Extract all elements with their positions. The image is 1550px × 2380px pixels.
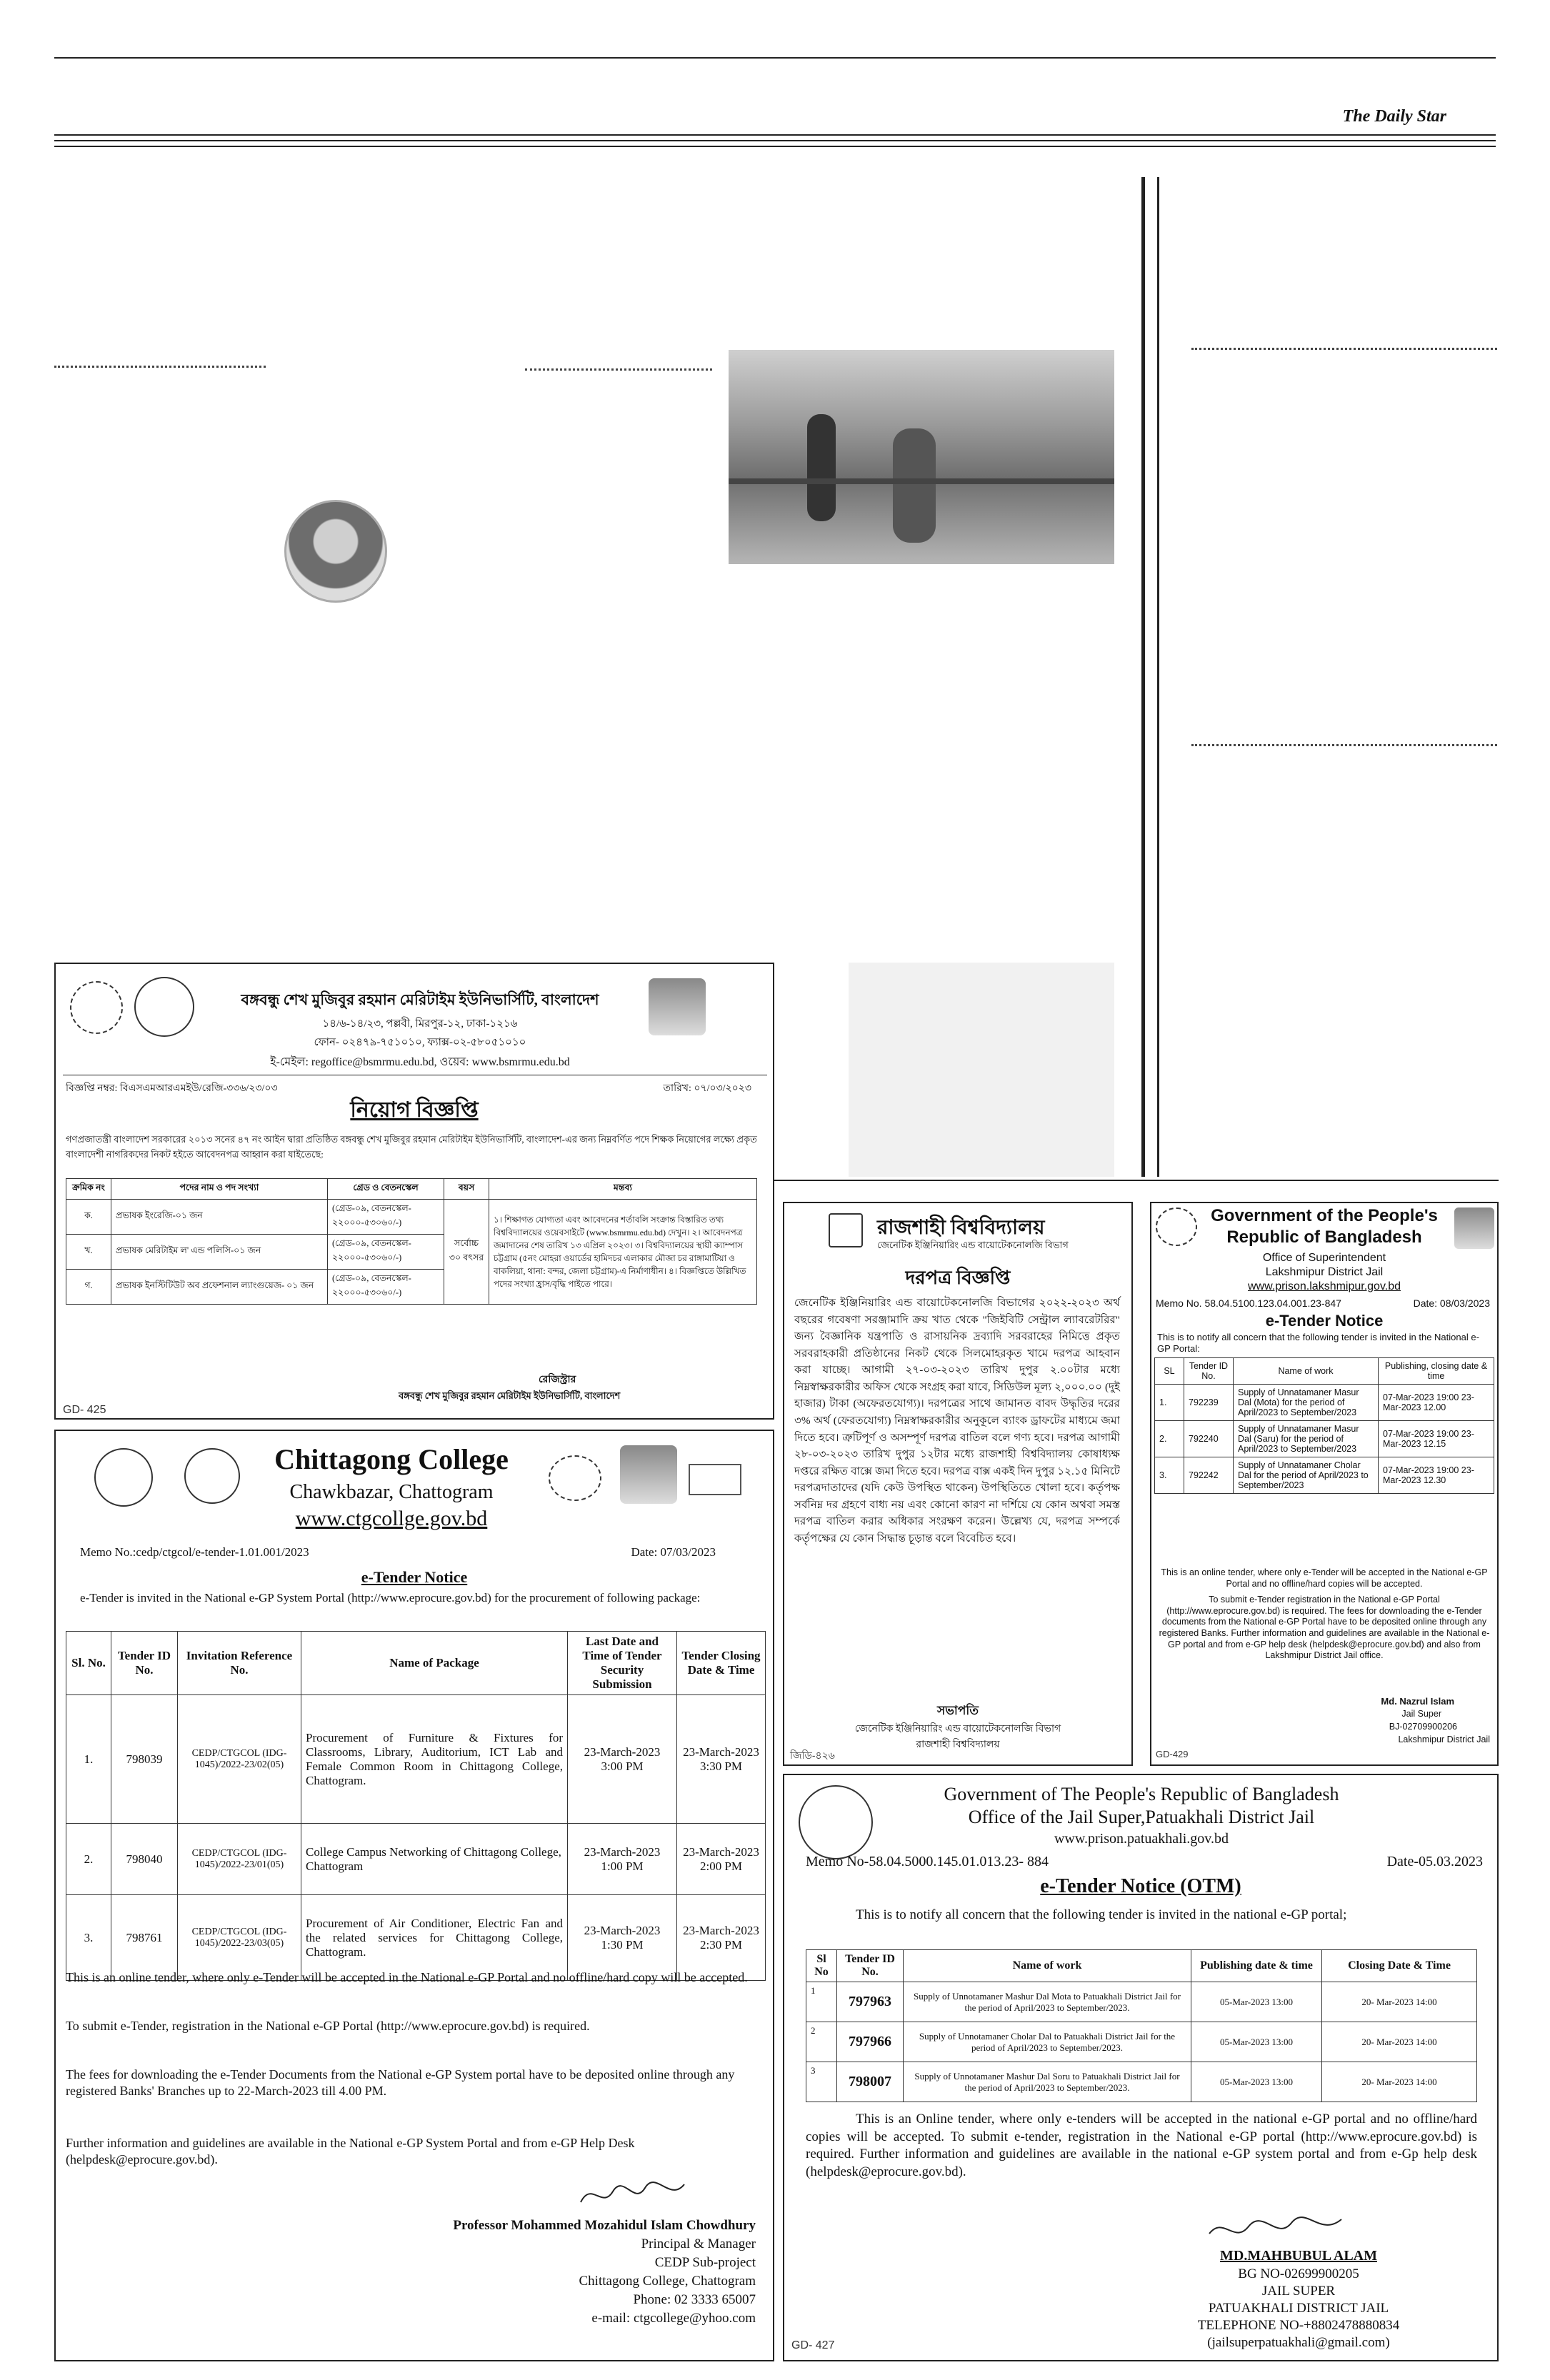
notice-title: e-Tender Notice (OTM): [1040, 1875, 1241, 1897]
ad-bsmrmu: [54, 963, 774, 1420]
table-row: 2. 798040 CEDP/CTGCOL (IDG-1045)/2022-23/01(05) College Campus Networking of Chittagong College, Chattogram 23-March-2023 1:00 PM 23-March-2023 2:00 PM: [66, 1824, 766, 1895]
anniversary-logo-icon: [549, 1455, 601, 1501]
table-header: Invitation Reference No.: [178, 1632, 301, 1695]
signer-line: Phone: 02 3333 65007: [633, 2292, 756, 2307]
ad-rajshahi-university: [783, 1202, 1133, 1766]
table-header: পদের নাম ও পদ সংখ্যা: [111, 1179, 328, 1200]
office: Office of Superintendent: [1262, 1252, 1386, 1264]
college-name: Chittagong College: [274, 1443, 509, 1475]
table-header: SL: [1155, 1358, 1184, 1385]
gd-number: GD- 425: [63, 1404, 106, 1416]
signer-title: সভাপতি: [937, 1704, 979, 1717]
college-crest-icon: [94, 1448, 153, 1507]
vertical-rule: [1141, 177, 1145, 1177]
age-limit: সর্বোচ্চ ৩০ বৎসর: [444, 1200, 489, 1305]
paragraph: This is an online tender, where only e-Tender will be accepted in the National e-GP Portal and no offline/hard copies will be accepted.: [1161, 1567, 1488, 1589]
memo-date: Date: 07/03/2023: [631, 1545, 716, 1559]
signer-line: Jail Super: [1401, 1709, 1441, 1719]
table-header: Tender ID No.: [837, 1950, 904, 1982]
table-row: 3. 798761 CEDP/CTGCOL (IDG-1045)/2022-23/03(05) Procurement of Air Conditioner, Electric Fan and the related services for Chittagong College, Chattogram. 23-March-2023 1:30 PM 23-March-2023 2:30 PM: [66, 1895, 766, 1981]
masthead-brand: The Daily Star: [1342, 107, 1446, 126]
masthead-rule-1: [54, 134, 1496, 136]
notice-intro: গণপ্রজাতন্ত্রী বাংলাদেশ সরকারের ২০১৩ সনের ৪৭ নং আইন দ্বারা প্রতিষ্ঠিত বঙ্গবন্ধু শেখ মুজিবুর রহমান মেরিটাইম ইউনিভার্সিটি, বাংলাদেশ-এর জন্য নিম্নবর্ণিত পদে শিক্ষক নিয়োগের লক্ষ্যে প্রকৃত বাংলাদেশী নাগরিকদের নিকট হইতে আবেদনপত্র আহ্বান করা যাইতেছে:: [66, 1134, 757, 1160]
table-row: 1 797963 Supply of Unnotamaner Mashur Dal Mota to Patuakhali District Jail for the period of April/2023 to September/2023. 05-Mar-2023 13:00 20- Mar-2023 14:00: [806, 1982, 1477, 2022]
paragraph: To submit e-Tender, registration in the National e-GP Portal (http://www.eprocure.gov.bd) is required.: [66, 2019, 590, 2033]
ad-chittagong-college: [54, 1430, 774, 2361]
table-row: 3. 792242 Supply of Unnatamaner Cholar Dal for the period of April/2023 to September/2023 07-Mar-2023 19:00 23-Mar-2023 12.30: [1155, 1457, 1494, 1494]
portrait-icon: [1454, 1207, 1494, 1249]
news-photo: [729, 350, 1114, 564]
column-divider: [525, 368, 712, 371]
notice-title: নিয়োগ বিজ্ঞপ্তি: [350, 1098, 479, 1122]
portrait-icon: [620, 1445, 677, 1504]
table-header: Publishing date & time: [1191, 1950, 1322, 1982]
column-divider: [1191, 348, 1497, 350]
signer-name: Md. Nazrul Islam: [1381, 1696, 1454, 1707]
table-header: Publishing, closing date & time: [1379, 1358, 1494, 1385]
signer-line: Principal & Manager: [641, 2236, 756, 2251]
column-divider: [54, 366, 266, 368]
org-name: বঙ্গবন্ধু শেখ মুজিবুর রহমান মেরিটাইম ইউনিভার্সিটি, বাংলাদেশ: [241, 991, 599, 1008]
top-rule: [54, 57, 1496, 59]
signer-line: (jailsuperpatuakhali@gmail.com): [1207, 2335, 1390, 2350]
notice-intro: e-Tender is invited in the National e-GP System Portal (http://www.eprocure.gov.bd) for the procurement of following package:: [80, 1591, 701, 1605]
table-header: মন্তব্য: [489, 1179, 757, 1200]
table-row: 1. 792239 Supply of Unnatamaner Masur Dal (Mota) for the period of April/2023 to September/2023 07-Mar-2023 19:00 23-Mar-2023 12.00: [1155, 1385, 1494, 1421]
memo-no: Memo No. 58.04.5100.123.04.001.23-847: [1156, 1297, 1341, 1309]
table-header: Sl. No.: [66, 1632, 111, 1695]
table-row: 3 798007 Supply of Unnotamaner Mashur Dal Soru to Patuakhali District Jail for the period of April/2023 to September/2023. 05-Mar-2023 13:00 20- Mar-2023 14:00: [806, 2062, 1477, 2102]
signer-name: Professor Mohammed Mozahidul Islam Chowdhury: [453, 2218, 756, 2233]
org-address: ১৪/৬-১৪/২৩, পল্লবী, মিরপুর-১২, ঢাকা-১২১৬: [322, 1018, 518, 1030]
logo-icon: [70, 981, 123, 1034]
notice-title: দরপত্র বিজ্ঞপ্তি: [905, 1267, 1011, 1288]
tender-table: [806, 1949, 1477, 2102]
signer-org: বঙ্গবন্ধু শেখ মুজিবুর রহমান মেরিটাইম ইউনিভার্সিটি, বাংলাদেশ: [399, 1390, 621, 1401]
table-header: Tender ID No.: [1184, 1358, 1234, 1385]
table-header: Tender Closing Date & Time: [677, 1632, 766, 1695]
university-name: রাজশাহী বিশ্ববিদ্যালয়: [877, 1217, 1045, 1239]
signer-line: CEDP Sub-project: [654, 2255, 756, 2270]
table-header: বয়স: [444, 1179, 489, 1200]
remarks: ১। শিক্ষাগত যোগ্যতা এবং আবেদনের শর্তাবলি সংক্রান্ত বিস্তারিত তথ্য বিশ্ববিদ্যালয়ের ওয়েবসাইটে (www.bsmrmu.edu.bd) দেখুন। ২। আবেদনপত্র জমাদানের শেষ তারিখ ১৩ এপ্রিল ২০২৩। ৩। বিশ্ববিদ্যালয়ের স্থায়ী ক্যাম্পাস চট্টগ্রাম (৫নং মোহরা ওয়ার্ডের হামিদচর এলাকার মৌজা চর রাঙ্গামাটিয়া ও বাকলিয়া, থানা: বন্দর, জেলা চট্টগ্রাম)-এ নির্মাণাধীন। ৪। বিজ্ঞপ্তিতে উল্লিখিত পদের সংখ্যা হ্রাস/বৃদ্ধি পাইতে পারে।: [489, 1200, 757, 1305]
signer-line: TELEPHONE NO-+8802478880834: [1197, 2318, 1400, 2333]
signer-line: BG NO-02699900205: [1238, 2266, 1359, 2281]
govt-line1: Government of the People's: [1211, 1206, 1438, 1225]
mujib-logo-icon: [689, 1464, 741, 1495]
signer-line: JAIL SUPER: [1261, 2284, 1336, 2299]
memo-no: Memo No-58.04.5000.145.01.013.23- 884: [806, 1854, 1049, 1869]
posts-table: [66, 1178, 757, 1305]
ad-patuakhali-jail: [783, 1774, 1499, 2361]
college-place: Chawkbazar, Chattogram: [289, 1481, 494, 1503]
signer-line: PATUAKHALI DISTRICT JAIL: [1208, 2301, 1389, 2316]
signer-title: রেজিস্ট্রার: [539, 1375, 576, 1385]
table-header: Sl No: [806, 1950, 837, 1982]
paragraph: Further information and guidelines are available in the National e-GP System Portal and from e-GP Help Desk (helpdesk@eprocure.gov.bd).: [66, 2136, 635, 2167]
cedp-logo-icon: [184, 1448, 240, 1504]
tender-table: [1154, 1357, 1494, 1494]
paragraph: To submit e-Tender registration in the National e-GP Portal (http://www.eprocure.gov.bd) is required. The fees for downloading the e-Tender documents from the National e-GP Portal have to be deposited online through any registered Banks. Further information and guidelines are available in the National e-GP portal and from e-GP help desk (helpdesk@eprocure.gov.bd) and also from Lakshmipur District Jail office.: [1159, 1595, 1490, 1661]
govt-line2: Office of the Jail Super,Patuakhali District Jail: [968, 1807, 1315, 1827]
signer-line: Chittagong College, Chattogram: [579, 2274, 756, 2289]
portrait-icon: [649, 978, 706, 1035]
signer-name: MD.MAHBUBUL ALAM: [1220, 2248, 1377, 2264]
ad-placeholder: [849, 963, 1114, 1177]
table-row: গ. প্রভাষক ইনস্টিটিউট অব প্রফেশনাল ল্যাংগুয়েজ- ০১ জন (গ্রেড-০৯, বেতনস্কেল- ২২০০০-৫৩০৬০/-): [66, 1270, 757, 1305]
section-rule: [773, 1180, 1499, 1181]
university-crest-icon: [829, 1213, 863, 1247]
memo-no: Memo No.:cedp/ctgcol/e-tender-1.01.001/2023: [80, 1545, 309, 1559]
signer-line: BJ-02709900206: [1389, 1722, 1457, 1732]
signer-line: e-mail: ctgcollege@yhoo.com: [591, 2311, 756, 2326]
memo-date: Date: 08/03/2023: [1413, 1297, 1490, 1309]
notice-body: জেনেটিক ইঞ্জিনিয়ারিং এন্ড বায়োটেকনোলজি বিভাগের ২০২২-২০২৩ অর্থ বছরের গবেষণা সরঞ্জামাদি ক্রয় খাত থেকে "জিইবিটি সেন্ট্রাল ল্যাবরেটরির" জন্য বৈজ্ঞানিক যন্ত্রপাতি ও রাসায়নিক দ্রব্যাদি সরবরাহের নিমিত্তে প্রকৃত সরবরাহকারী প্রতিষ্ঠানের নিকট থেকে সিলমোহরকৃত খামে দরপত্র আহবান করা যাচ্ছে। আগামী ২৭-০৩-২০২৩ তারিখ দুপুর ২.০০টার মধ্যে নিম্নস্বাক্ষরকারীর অফিস থেকে সংগ্রহ করা যাবে, সিডিউল মূল্য ২,০০০.০০ (দুই হাজার) টাকা (অফেরতযোগ্য)। দরপত্রের সাথে জামানত বাবদ উদ্ধৃতির দরের ৩% অর্থ (ফেরতযোগ্য) নিম্নস্বাক্ষরকারীর অনুকূলে ব্যাংক ড্রাফটের মাধ্যমে জমা দিতে হবে। ত্রুটিপূর্ণ ও অসম্পূর্ণ দরপত্র বাতিল বলে গণ্য হবে। দরপত্র আগামী ২৮-০৩-২০২৩ তারিখ দুপুর ১২টার মধ্যে রাজশাহী বিশ্ববিদ্যালয় কোষাধ্যক্ষ দপ্তরে রক্ষিত বাক্সে জমা দিতে হবে। দরপত্র বাক্স একই দিন দুপুর ১২.১৫ মিনিটে দরপত্রদাতাদের (যদি কেউ উপস্থিত থাকেন) উপস্থিতিতে খোলা হবে। কর্তৃপক্ষ সর্বনিম্ন দর গ্রহণে বাধ্য নয় এবং কোনো কারণ না দর্শিয়ে যে কোন অথবা সমস্ত দরপত্র বাতিল করার অধিকার সংরক্ষণ করেন। উল্লেখ্য যে, দরপত্র সম্পর্কে কর্তৃপক্ষের যে কোন সিদ্ধান্ত চূড়ান্ত বলে বিবেচিত হবে।: [794, 1297, 1120, 1545]
website: www.prison.lakshmipur.gov.bd: [1247, 1280, 1401, 1292]
table-row: খ. প্রভাষক মেরিটাইম ল' এন্ড পলিসি-০১ জন (গ্রেড-০৯, বেতনস্কেল- ২২০০০-৫৩০৬০/-): [66, 1235, 757, 1270]
table-header: Name of Package: [301, 1632, 568, 1695]
notice-title: e-Tender Notice: [361, 1568, 468, 1586]
memo-date: তারিখ: ০৭/০৩/২০২৩: [663, 1083, 751, 1094]
org-email: ই-মেইল: regoffice@bsmrmu.edu.bd, ওয়েব: www.bsmrmu.edu.bd: [270, 1056, 570, 1068]
notice-intro: This is to notify all concern that the following tender is invited in the national e-GP portal;: [856, 1907, 1347, 1922]
paragraph: The fees for downloading the e-Tender Documents from the National e-GP System portal have to be deposited online through any registered Banks' Branches up to 22-March-2023 till 4.00 PM.: [66, 2067, 735, 2099]
table-row: 2 797966 Supply of Unnotamaner Cholar Dal to Patuakhali District Jail for the period of April/2023 to September/2023. 05-Mar-2023 13:00 20- Mar-2023 14:00: [806, 2022, 1477, 2062]
website: www.prison.patuakhali.gov.bd: [1054, 1831, 1229, 1847]
vertical-rule: [1157, 177, 1159, 1177]
org-phone: ফোন- ০২৪৭৯-৭৫১০১০, ফ্যাক্স-০২-৫৮০৫১০১০: [314, 1037, 526, 1048]
signature-icon: [1206, 2212, 1349, 2248]
column-divider: [1191, 744, 1497, 746]
table-row: ক. প্রভাষক ইংরেজি-০১ জন (গ্রেড-০৯, বেতনস্কেল- ২২০০০-৫৩০৬০/-) সর্বোচ্চ ৩০ বৎসর ১। শিক্ষাগত যোগ্যতা এবং আবেদনের শর্তাবলি সংক্রান্ত বিস্তারিত তথ্য বিশ্ববিদ্যালয়ের ওয়েবসাইটে (www.bsmrmu.edu.bd) দেখুন। ২। আবেদনপত্র জমাদানের শেষ তারিখ ১৩ এপ্রিল ২০২৩। ৩। বিশ্ববিদ্যালয়ের স্থায়ী ক্যাম্পাস চট্টগ্রাম (৫নং মোহরা ওয়ার্ডের হামিদচর এলাকার মৌজা চর রাঙ্গামাটিয়া ও বাকলিয়া, থানা: বন্দর, জেলা চট্টগ্রাম)-এ নির্মাণাধীন। ৪। বিজ্ঞপ্তিতে উল্লিখিত পদের সংখ্যা হ্রাস/বৃদ্ধি পাইতে পারে।: [66, 1200, 757, 1235]
anniversary-logo-icon: [1156, 1207, 1197, 1246]
notice-intro: This is to notify all concern that the following tender is invited in the National e-GP Portal:: [1157, 1332, 1479, 1355]
signer-line: জেনেটিক ইঞ্জিনিয়ারিং এন্ড বায়োটেকনোলজি বিভাগ: [854, 1724, 1061, 1734]
signature-icon: [577, 2174, 691, 2216]
signer-line: Lakshmipur District Jail: [1398, 1734, 1490, 1744]
signer-line: রাজশাহী বিশ্ববিদ্যালয়: [916, 1739, 1000, 1750]
table-header: Name of work: [1234, 1358, 1379, 1385]
gd-number: GD-429: [1156, 1749, 1189, 1759]
department: জেনেটিক ইঞ্জিনিয়ারিং এন্ড বায়োটেকনোলজি বিভাগ: [877, 1240, 1069, 1250]
university-crest-icon: [134, 977, 194, 1037]
table-header: Last Date and Time of Tender Security Submission: [568, 1632, 677, 1695]
notice-body: This is an Online tender, where only e-tenders will be accepted in the national e-GP portal and no offline/hard copies will be accepted. To submit e-tender, registration in the National e-GP portal (http://www.eprocure.gov.bd) is required. Further information and guidelines are available in the national e-GP system portal and from e-Gp help desk (helpdesk@eprocure.gov.bd).: [806, 2112, 1477, 2180]
masthead-rule-3: [54, 146, 1496, 147]
memo-no: বিজ্ঞপ্তি নম্বর: বিএসএমআরএমইউ/রেজি-৩৩৬/২৩/০৩: [66, 1083, 278, 1094]
masthead-rule-2: [54, 140, 1496, 141]
table-header: Closing Date & Time: [1322, 1950, 1477, 1982]
govt-line2: Republic of Bangladesh: [1226, 1227, 1422, 1247]
table-row: 1. 798039 CEDP/CTGCOL (IDG-1045)/2022-23/02(05) Procurement of Furniture & Fixtures for Classrooms, Library, Auditorium, ICT Lab and Female Common Room in Chittagong College, Chattogram. 23-March-2023 3:00 PM 23-March-2023 3:30 PM: [66, 1695, 766, 1824]
columnist-photo: [284, 500, 387, 603]
notice-title: e-Tender Notice: [1265, 1312, 1384, 1330]
packages-table: [66, 1631, 766, 1981]
table-header: Name of work: [904, 1950, 1191, 1982]
gd-number: জিডি-৪২৬: [790, 1749, 835, 1761]
memo-date: Date-05.03.2023: [1386, 1854, 1483, 1869]
paragraph: This is an online tender, where only e-Tender will be accepted in the National e-GP Portal and no offline/hard copy will be accepted.: [66, 1970, 748, 1984]
govt-line1: Government of The People's Republic of Bangladesh: [944, 1784, 1339, 1804]
table-header: গ্রেড ও বেতনস্কেল: [328, 1179, 444, 1200]
table-header: Tender ID No.: [111, 1632, 178, 1695]
jail-name: Lakshmipur District Jail: [1265, 1266, 1384, 1278]
gd-number: GD- 427: [791, 2339, 835, 2351]
table-header: ক্রমিক নং: [66, 1179, 111, 1200]
ad-lakshmipur-jail: [1150, 1202, 1499, 1766]
college-web: www.ctgcollge.gov.bd: [295, 1507, 488, 1530]
table-row: 2. 792240 Supply of Unnatamaner Masur Dal (Saru) for the period of April/2023 to September/2023 07-Mar-2023 19:00 23-Mar-2023 12.15: [1155, 1421, 1494, 1457]
